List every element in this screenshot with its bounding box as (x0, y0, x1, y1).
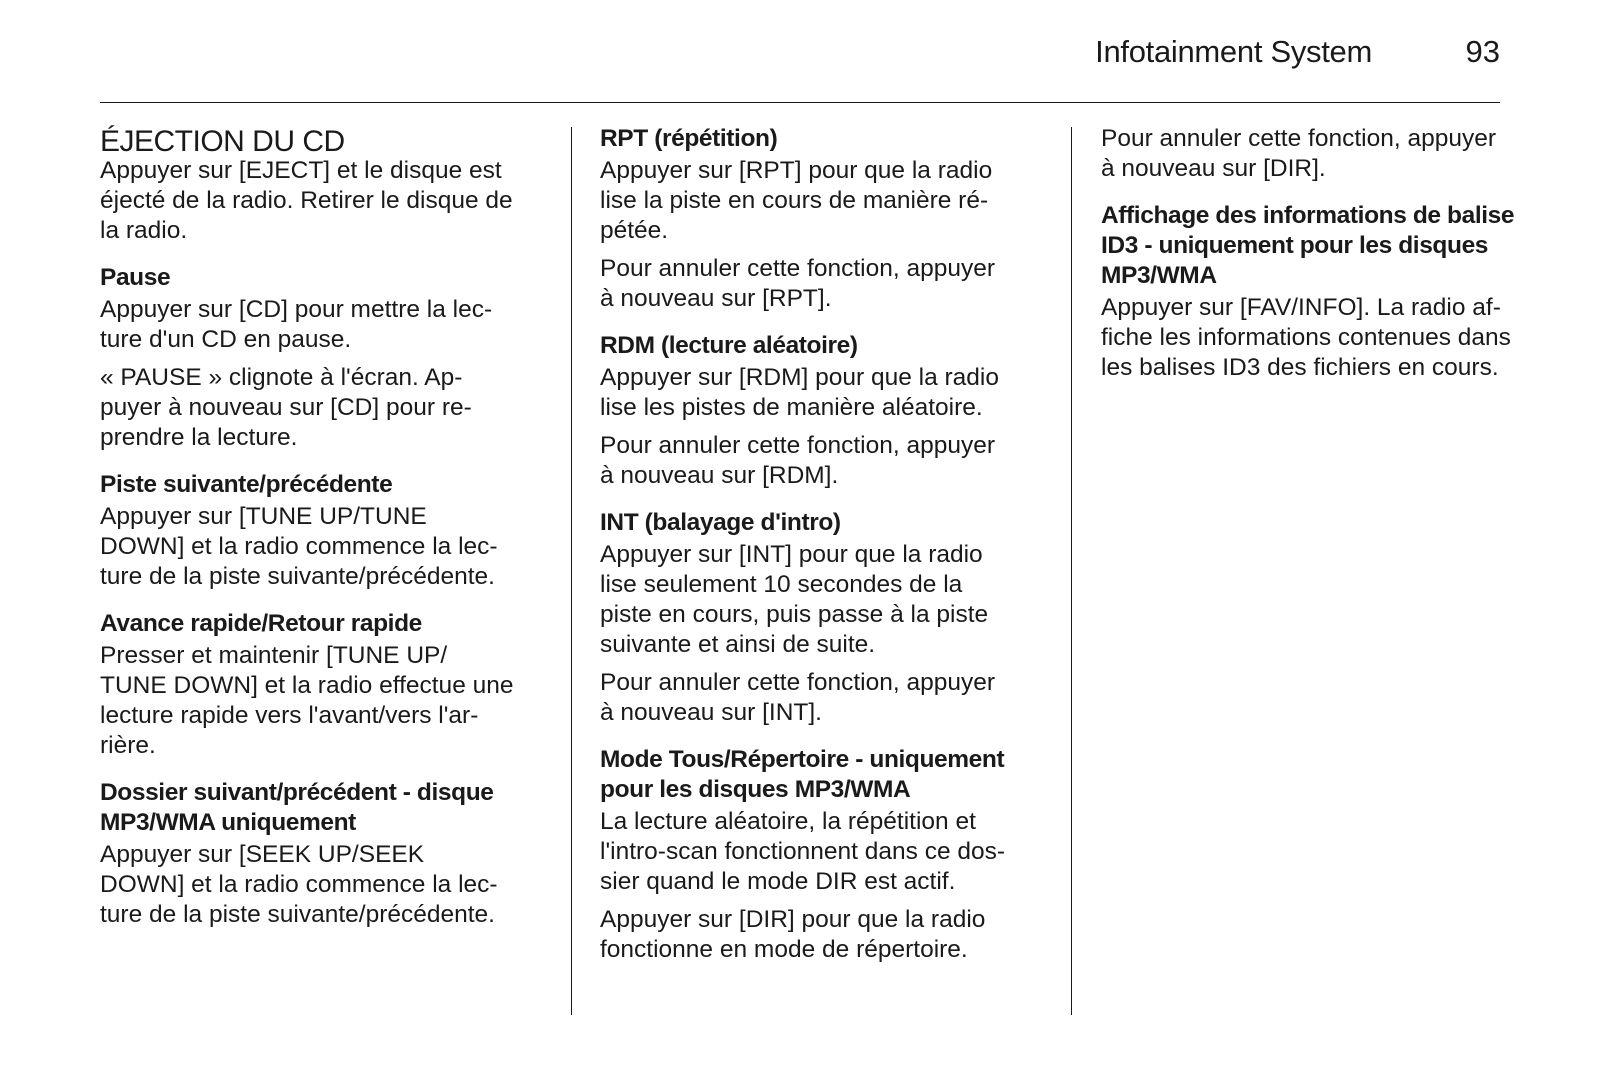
subheading-rdm: RDM (lecture aléatoire) (600, 332, 858, 359)
text-line: Pour annuler cette fonction, appuyer (1101, 125, 1496, 152)
section-title: ÉJECTION DU CD (100, 125, 345, 158)
page-number: 93 (1465, 34, 1500, 69)
text-line: fonctionne en mode de répertoire. (600, 936, 968, 963)
fast-forward-paragraph (100, 641, 540, 761)
text-line: lise la piste en cours de manière ré- (600, 187, 989, 214)
folder-paragraph (100, 840, 540, 930)
column-2 (600, 124, 1040, 965)
text-line: Appuyer sur [TUNE UP/TUNE (100, 503, 427, 530)
text-line: ture de la piste suivante/précédente. (100, 901, 495, 928)
mode-paragraph (600, 807, 1040, 897)
text-line: lise seulement 10 secondes de la (600, 571, 963, 598)
heading-line: Mode Tous/Répertoire - uniquement (600, 746, 1005, 773)
page-header (100, 30, 1500, 103)
text-line: Appuyer sur [CD] pour mettre la lec- (100, 296, 493, 323)
text-line: pétée. (600, 217, 669, 244)
text-line: Pour annuler cette fonction, appuyer (600, 255, 995, 282)
text-line: Appuyer sur [SEEK UP/SEEK (100, 841, 425, 868)
column-divider (571, 127, 572, 1015)
text-line: DOWN] et la radio commence la lec- (100, 871, 498, 898)
text-line: Appuyer sur [RPT] pour que la radio (600, 157, 993, 184)
column-3 (1101, 124, 1541, 383)
text-line: Appuyer sur [EJECT] et le disque est (100, 157, 502, 184)
text-line: suivante et ainsi de suite. (600, 631, 876, 658)
text-line: Appuyer sur [FAV/INFO]. La radio af- (1101, 294, 1501, 321)
text-line: à nouveau sur [RPT]. (600, 285, 832, 312)
text-line: Presser et maintenir [TUNE UP/ (100, 642, 448, 669)
text-line: la radio. (100, 217, 188, 244)
heading-line: pour les disques MP3/WMA (600, 776, 911, 803)
text-line: Pour annuler cette fonction, appuyer (600, 669, 995, 696)
heading-line: Dossier suivant/précédent - disque (100, 779, 494, 806)
subheading-id3 (1101, 201, 1541, 291)
heading-line: MP3/WMA uniquement (100, 809, 356, 836)
text-line: lecture rapide vers l'avant/vers l'ar- (100, 702, 479, 729)
subheading-fast-forward: Avance rapide/Retour rapide (100, 610, 422, 637)
text-line: les balises ID3 des fichiers en cours. (1101, 354, 1499, 381)
text-line: éjecté de la radio. Retirer le disque de (100, 187, 513, 214)
text-line: piste en cours, puis passe à la piste (600, 601, 989, 628)
text-line: Appuyer sur [INT] pour que la radio (600, 541, 983, 568)
rdm-paragraph (600, 363, 1040, 423)
text-line: l'intro-scan fonctionnent dans ce dos- (600, 838, 1006, 865)
text-line: Pour annuler cette fonction, appuyer (600, 432, 995, 459)
heading-line: Affichage des informations de balise (1101, 202, 1515, 229)
text-line: lise les pistes de manière aléatoire. (600, 394, 983, 421)
rpt-paragraph-2 (600, 254, 1040, 314)
text-line: TUNE DOWN] et la radio effectue une (100, 672, 514, 699)
text-line: Appuyer sur [DIR] pour que la radio (600, 906, 986, 933)
heading-line: MP3/WMA (1101, 262, 1217, 289)
text-line: « PAUSE » clignote à l'écran. Ap- (100, 364, 463, 391)
text-line: La lecture aléatoire, la répétition et (600, 808, 976, 835)
column-divider (1071, 127, 1072, 1015)
column-1 (100, 124, 540, 930)
heading-line: ID3 - uniquement pour les disques (1101, 232, 1489, 259)
text-line: ture de la piste suivante/précédente. (100, 563, 495, 590)
id3-paragraph (1101, 293, 1541, 383)
text-line: ture d'un CD en pause. (100, 326, 352, 353)
text-line: DOWN] et la radio commence la lec- (100, 533, 498, 560)
subheading-int: INT (balayage d'intro) (600, 509, 841, 536)
pause-paragraph (100, 295, 540, 355)
text-line: fiche les informations contenues dans (1101, 324, 1511, 351)
text-line: à nouveau sur [RDM]. (600, 462, 839, 489)
int-paragraph (600, 540, 1040, 660)
subheading-mode (600, 745, 1040, 805)
subheading-track: Piste suivante/précédente (100, 471, 393, 498)
text-line: Appuyer sur [RDM] pour que la radio (600, 364, 999, 391)
rpt-paragraph (600, 156, 1040, 246)
text-line: puyer à nouveau sur [CD] pour re- (100, 394, 472, 421)
int-paragraph-2 (600, 668, 1040, 728)
eject-paragraph (100, 156, 540, 246)
subheading-folder (100, 778, 540, 838)
track-paragraph (100, 502, 540, 592)
text-line: à nouveau sur [INT]. (600, 699, 822, 726)
text-line: à nouveau sur [DIR]. (1101, 155, 1326, 182)
rdm-paragraph-2 (600, 431, 1040, 491)
dir-cancel-paragraph (1101, 124, 1541, 184)
subheading-pause: Pause (100, 264, 171, 291)
text-line: prendre la lecture. (100, 424, 298, 451)
text-line: rière. (100, 732, 156, 759)
pause-paragraph-2 (100, 363, 540, 453)
mode-paragraph-2 (600, 905, 1040, 965)
header-title: Infotainment System (1095, 34, 1372, 69)
text-line: sier quand le mode DIR est actif. (600, 868, 956, 895)
subheading-rpt: RPT (répétition) (600, 125, 778, 152)
